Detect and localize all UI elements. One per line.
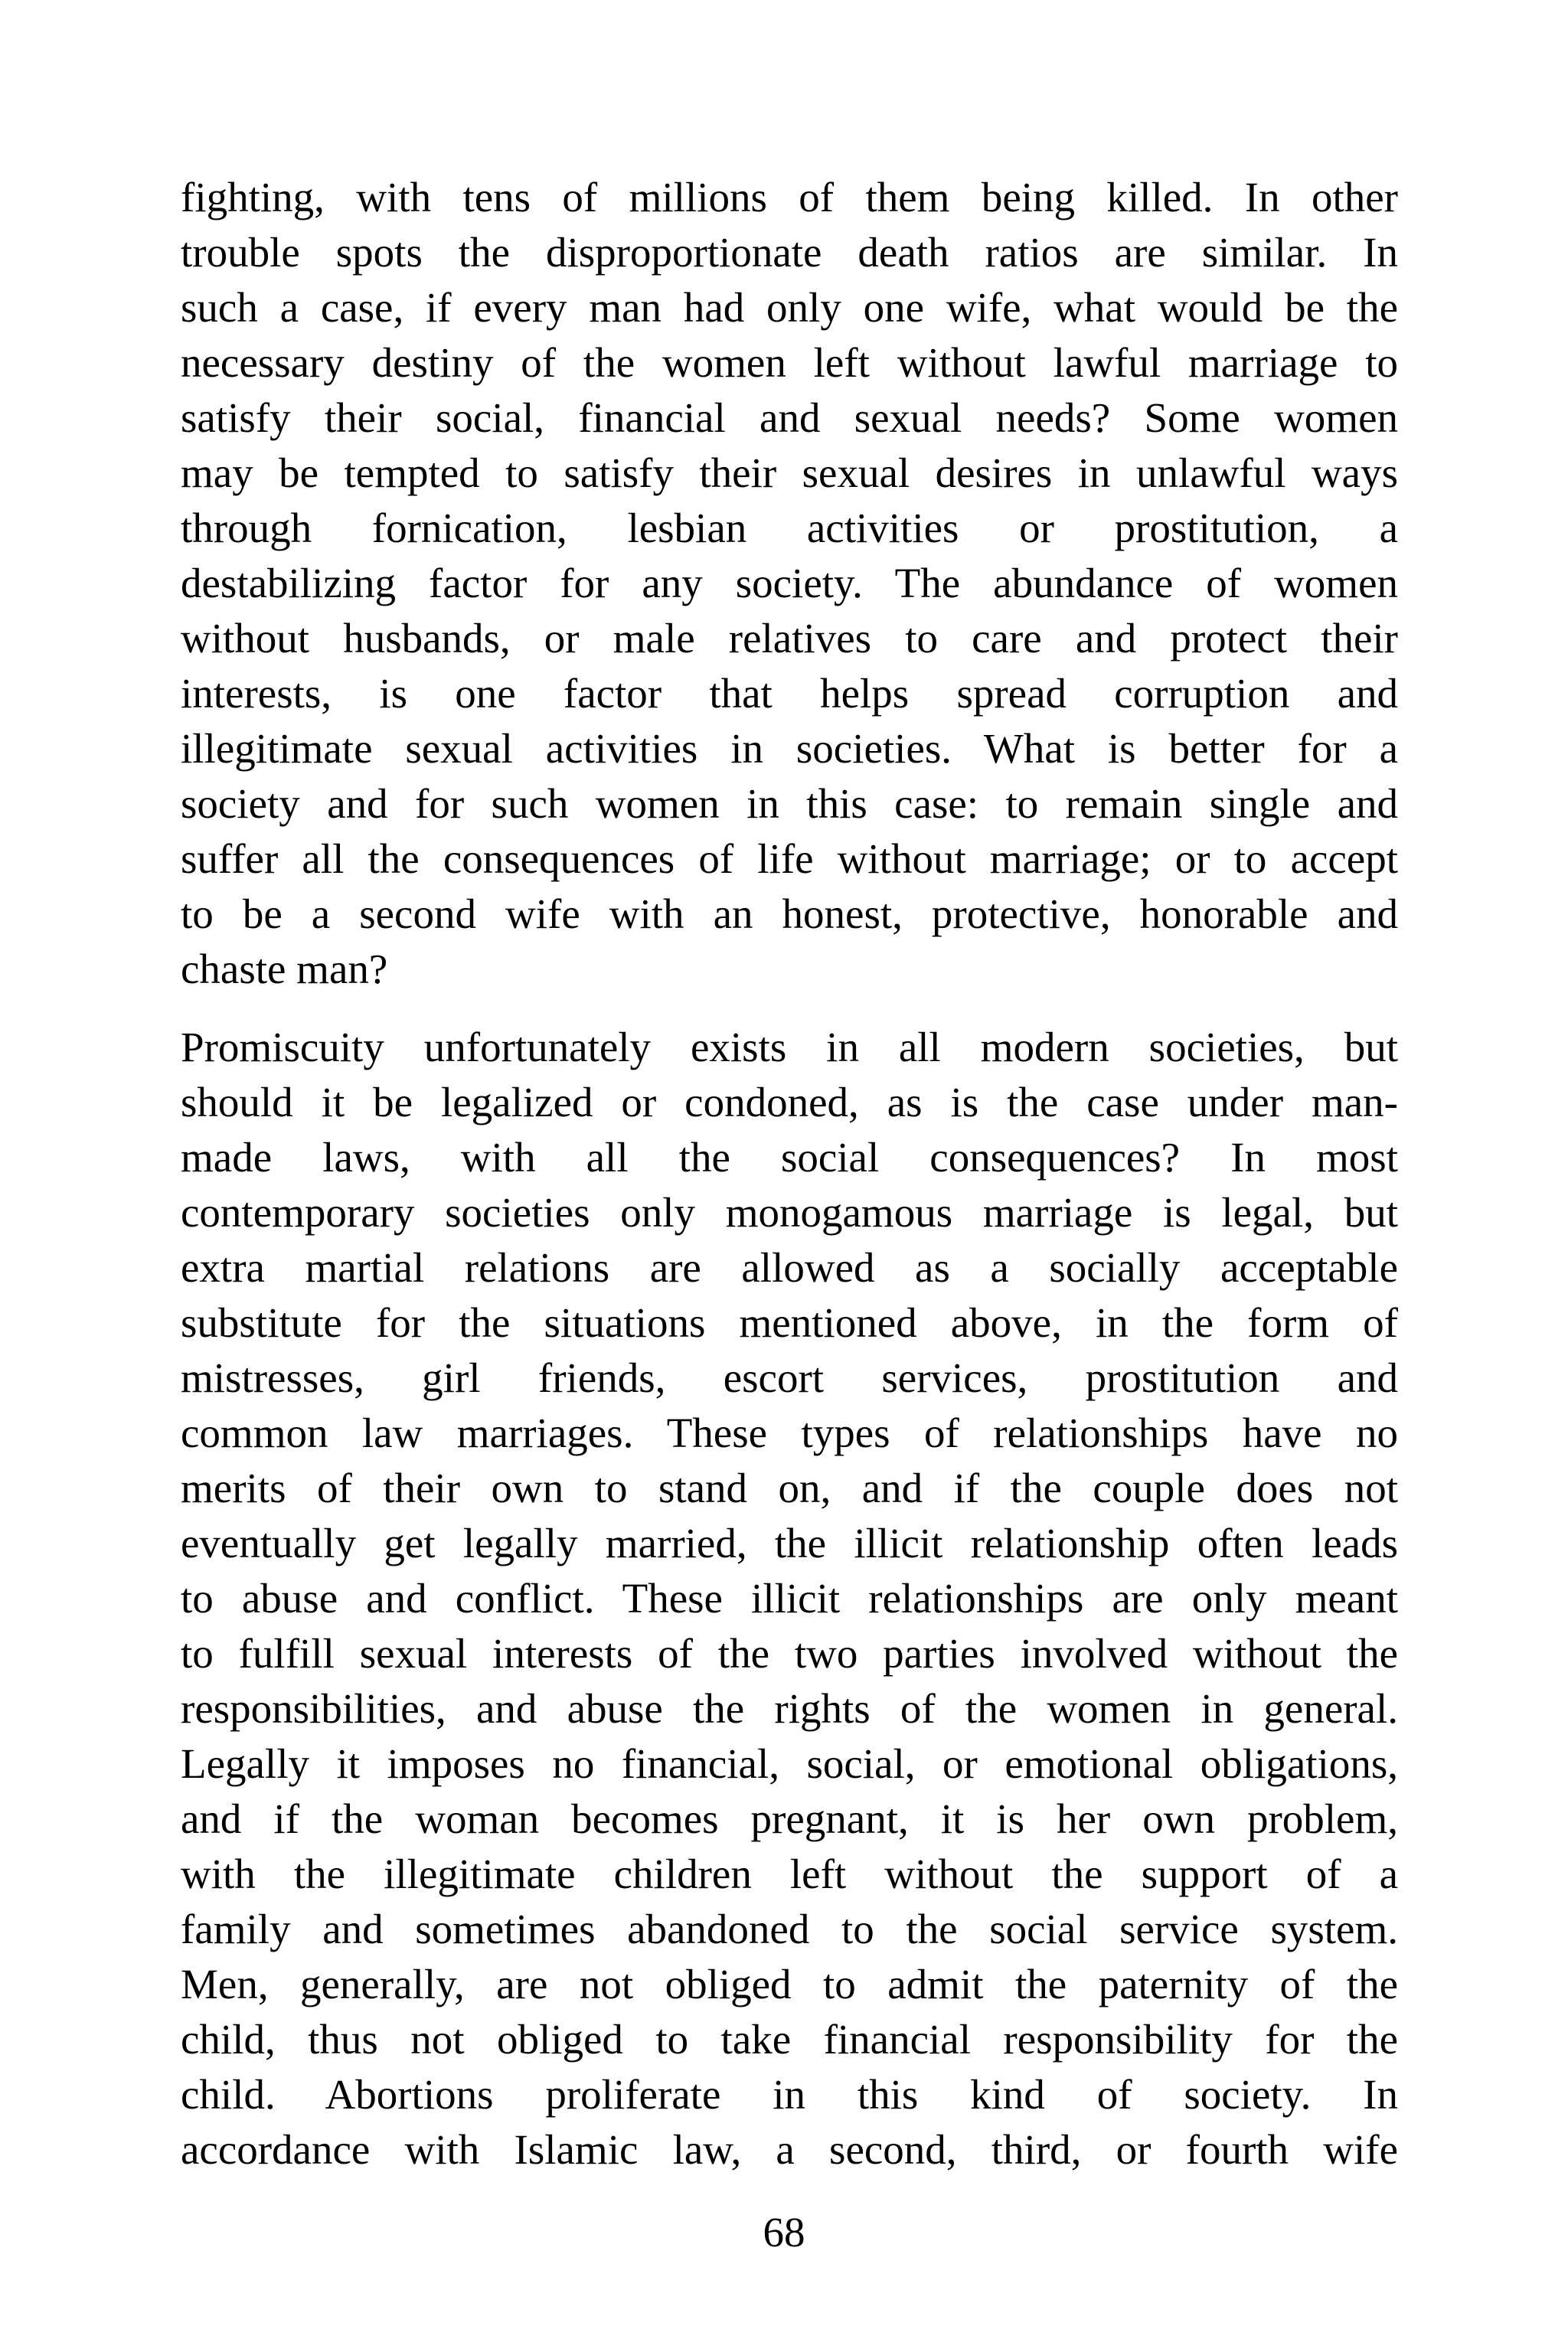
text-line: to fulfill sexual interests of the two parties involved without the [181,1630,1398,1677]
text-line: and if the woman becomes pregnant, it is her own problem, [181,1795,1398,1842]
text-line: to be a second wife with an honest, protective, honorable and [181,890,1398,937]
text-line: Men, generally, are not obliged to admit the paternity of the [181,1961,1398,2007]
text-line: child, thus not obliged to take financial responsibility for the [181,2016,1398,2063]
text-line: family and sometimes abandoned to the social service system. [181,1906,1398,1952]
text-line: necessary destiny of the women left without lawful marriage to [181,339,1398,386]
text-line: substitute for the situations mentioned above, in the form of [181,1299,1398,1346]
text-line: merits of their own to stand on, and if the couple does not [181,1465,1398,1511]
text-line: child. Abortions proliferate in this kind of society. In [181,2071,1398,2118]
text-line: contemporary societies only monogamous marriage is legal, but [181,1189,1398,1236]
body-text [181,170,1398,2177]
text-line: destabilizing factor for any society. The abundance of women [181,560,1398,606]
text-line: extra martial relations are allowed as a socially acceptable [181,1244,1398,1291]
text-line: with the illegitimate children left without the support of a [181,1851,1398,1897]
text-line: trouble spots the disproportionate death ratios are similar. In [181,229,1398,276]
text-line: should it be legalized or condoned, as is the case under man- [181,1079,1398,1125]
text-line: fighting, with tens of millions of them being killed. In other [181,174,1398,220]
text-line: to abuse and conflict. These illicit relationships are only meant [181,1575,1398,1622]
text-line: eventually get legally married, the illicit relationship often leads [181,1520,1398,1566]
paragraph-1 [181,170,1398,997]
text-line: satisfy their social, financial and sexual needs? Some women [181,394,1398,441]
text-line: Promiscuity unfortunately exists in all modern societies, but [181,1024,1398,1070]
text-line: without husbands, or male relatives to care and protect their [181,615,1398,662]
text-line: suffer all the consequences of life without marriage; or to accept [181,835,1398,882]
text-line: Legally it imposes no financial, social, or emotional obligations, [181,1740,1398,1787]
paragraph-2 [181,1020,1398,2177]
text-line: accordance with Islamic law, a second, third, or fourth wife [181,2126,1398,2173]
text-line: may be tempted to satisfy their sexual desires in unlawful ways [181,449,1398,496]
text-line: illegitimate sexual activities in societies. What is better for a [181,725,1398,772]
text-line: chaste man? [181,946,388,992]
text-line: through fornication, lesbian activities or prostitution, a [181,505,1398,551]
text-line: responsibilities, and abuse the rights of the women in general. [181,1685,1398,1732]
text-line: made laws, with all the social consequences? In most [181,1134,1398,1181]
page-number: 68 [763,2209,805,2256]
text-line: society and for such women in this case: to remain single and [181,780,1398,827]
text-line: common law marriages. These types of relationships have no [181,1410,1398,1456]
text-line: such a case, if every man had only one wife, what would be the [181,284,1398,331]
text-line: interests, is one factor that helps spread corruption and [181,670,1398,717]
text-line: mistresses, girl friends, escort services, prostitution and [181,1354,1398,1401]
